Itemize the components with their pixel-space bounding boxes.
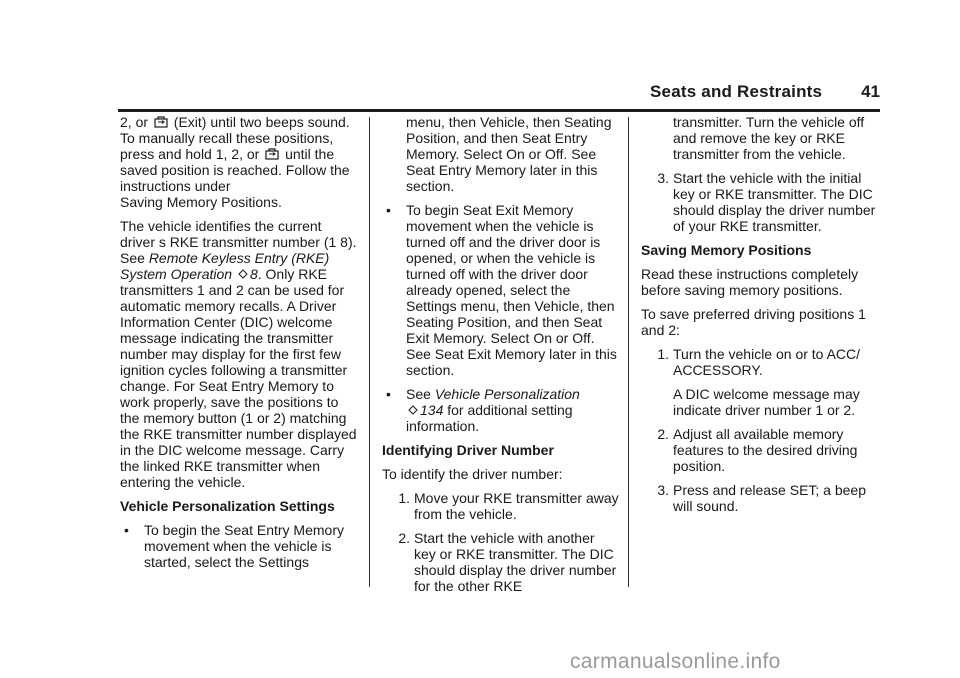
numbered-step [641,482,881,514]
rke-page-number[interactable]: 8 [249,266,258,282]
step-number: 1. [398,490,410,506]
exit-seat-icon [154,116,168,128]
step-number: 3. [657,482,669,498]
page-number: 41 [861,82,880,101]
bullet: • [124,522,129,538]
text-run: 2, or [120,114,152,130]
header-rule [118,109,880,112]
step-number: 1. [657,346,669,362]
instruction-text: To save preferred driving positions 1 and 2: [641,306,866,338]
numbered-step [382,490,620,522]
page-header [650,82,880,106]
intro-text: To identify the driver number: [382,466,563,482]
list-item-continued [382,114,620,194]
step-text: Start the vehicle with another key or RKE transmitter. The DIC should display the driver number for the other RKE [414,530,617,594]
bullet-text: To begin the Seat Entry Memory movement when the vehicle is started, select the Settings [144,522,344,570]
identifying-driver-heading: Identifying Driver Number [382,442,554,458]
step-text: Press and release SET; a beep will sound. [673,482,867,514]
list-item [382,202,620,378]
column-divider [628,117,629,587]
step-number: 2. [398,530,410,546]
rke-reference-link[interactable]: Remote Keyless Entry (RKE) System Operation [120,250,330,282]
vehicle-personalization-link[interactable]: Vehicle Personalization [434,386,580,402]
text-run: . Only RKE transmitters 1 and 2 can be used for automatic memory recalls. A Driver Information Center (DIC) welcome message indicating the transmitter number may display for the first few ignition cycles following a transmitter change. For Seat Entry Memory to work properly, save the positions to the memory button (1 or 2) matching the RKE transmitter number displayed in the DIC welcome message. Carry the linked RKE transmitter when entering the vehicle. [120,266,357,490]
personalization-page-number[interactable]: 134 [420,402,444,418]
bullet-text: menu, then Vehicle, then Seating Position, and then Seat Entry Memory. Select On or Off. See Seat Entry Memory later in this section. [406,114,612,194]
list-item [120,522,360,570]
numbered-step [641,170,881,234]
text-run: (Exit) until two beeps sound. To manually recall these positions, press and hold 1, 2, or [120,114,350,162]
saving-memory-heading: Saving Memory Positions [641,242,812,258]
step-text: Turn the vehicle on or to ACC/ ACCESSORY. [673,346,861,378]
column-2 [382,114,620,602]
section-title: Seats and Restraints [650,82,823,101]
numbered-step [382,530,620,594]
list-item [382,386,620,434]
text-run: until the saved position is reached. Follow the instructions under [120,146,350,194]
bullet: • [386,202,391,218]
instruction-text: Read these instructions completely before saving memory positions. [641,266,859,298]
page-reference-icon [238,269,248,279]
vehicle-personalization-heading: Vehicle Personalization Settings [120,498,335,514]
step-continued: transmitter. Turn the vehicle off and remove the key or RKE transmitter from the vehicle. [673,114,865,162]
step-note: A DIC welcome message may indicate driver number 1 or 2. [673,386,860,418]
recall-paragraph [120,114,360,210]
column-1 [120,114,360,578]
step-number: 3. [657,170,669,186]
step-text: Start the vehicle with the initial key or RKE transmitter. The DIC should display the driver number of your RKE transmitter. [673,170,876,234]
identify-paragraph [120,218,360,490]
text-run: The vehicle identifies the current driver s RKE transmitter number (1 8). See [120,218,357,266]
page-reference-icon [408,405,418,415]
step-text: Move your RKE transmitter away from the vehicle. [414,490,619,522]
step-text: Adjust all available memory features to the desired driving position. [673,426,858,474]
column-divider [369,117,370,587]
text-run: Saving Memory Positions. [120,194,282,210]
bullet: • [386,386,391,402]
column-3 [641,114,881,522]
watermark: carmanualsonline.info [570,650,781,673]
step-number: 2. [657,426,669,442]
bullet-text: To begin Seat Exit Memory movement when the vehicle is turned off and the driver door is opened, or when the vehicle is turned off with the driver door already opened, select the Settings menu, then Vehicle, then Seating Position, and then Seat Exit Memory. Select On or Off. See Seat Exit Memory later in this section. [406,202,617,378]
numbered-step [641,346,881,378]
text-run: See [406,386,435,402]
text-run: for additional setting information. [406,402,573,434]
numbered-step [641,426,881,474]
exit-seat-icon [265,148,279,160]
